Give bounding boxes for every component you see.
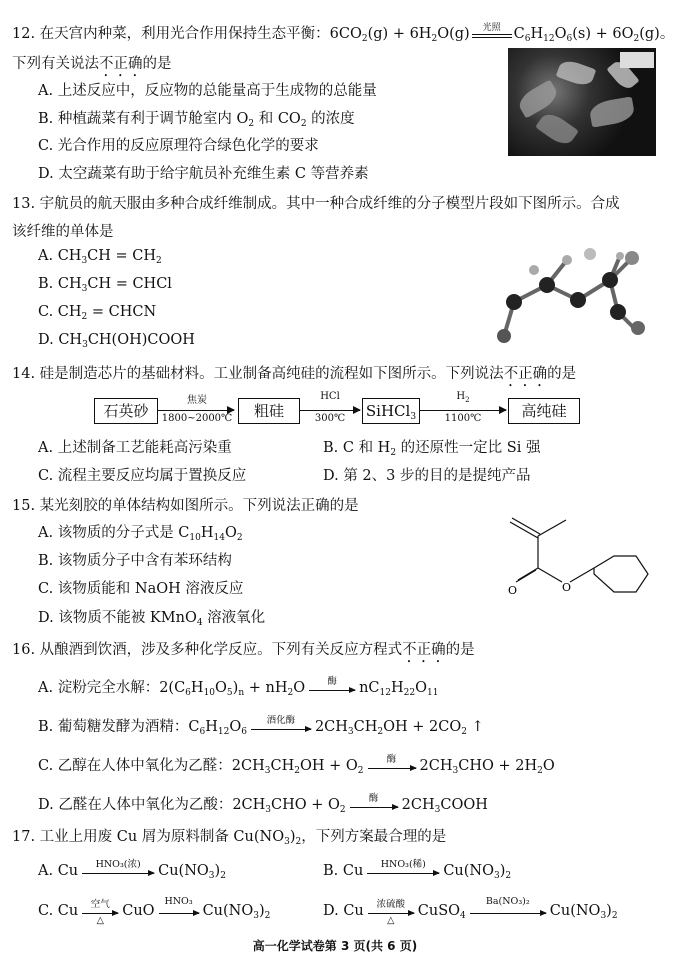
reaction-arrow: 酶 — [350, 798, 398, 812]
reaction-arrow: HNO₃(浓) — [82, 864, 154, 878]
reaction-arrow: Ba(NO₃)₂ — [470, 904, 546, 918]
q13-stem: 13. 宇航员的航天服由多种合成纤维制成。其中一种合成纤维的分子模型片段如下图所示。合成 — [12, 196, 620, 212]
flow-arrow-2-reagent: HCl — [320, 391, 340, 402]
q16-option-b[interactable]: B. 葡萄糖发酵为酒精：$C_6H_{12}O_6$ 酒化酶 $2CH_3CH_2OH + 2CO_2$ ↑ — [38, 715, 484, 737]
q16-option-d[interactable]: D. 乙醛在人体中氧化为乙酸：$2CH_3CHO + O_2$ 酶 $2CH_3COOH$ — [38, 793, 488, 815]
q12-option-c[interactable]: C. 光合作用的反应原理符合绿色化学的要求 — [38, 138, 319, 154]
q13-line2: 该纤维的单体是 — [12, 224, 114, 240]
flow-arrow-2 — [300, 410, 360, 411]
q13-option-a[interactable]: A. $CH_3CH = CH_2$ — [38, 248, 162, 266]
reaction-arrow: 浓硫酸 △ — [368, 904, 414, 918]
q17-option-a[interactable]: A. Cu HNO₃(浓) $Cu(NO_3)_2$ — [38, 859, 226, 881]
q12-option-b[interactable]: B. 种植蔬菜有利于调节舱室内 $O_2$ 和 $CO_2$ 的浓度 — [38, 111, 355, 129]
flow-step-pure-silicon: 高纯硅 — [508, 398, 580, 424]
reaction-arrow: 空气 △ — [82, 904, 118, 918]
q15-option-a[interactable]: A. 该物质的分子式是 $C_{10}H_{14}O_2$ — [38, 525, 243, 543]
flow-arrow-3-reagent: $H_2$ — [456, 391, 470, 404]
q16-option-c[interactable]: C. 乙醇在人体中氧化为乙醛：$2CH_3CH_2OH + O_2$ 酶 $2CH_3CHO + 2H_2O$ — [38, 754, 555, 776]
reaction-arrow: HNO₃ — [159, 904, 199, 918]
q12-option-a[interactable]: A. 上述反应中，反应物的总能量高于生成物的总能量 — [38, 83, 377, 99]
reaction-arrow: HNO₃(稀) — [367, 864, 439, 878]
flow-step-sihcl3: SiHCl$_3$ — [362, 398, 420, 424]
q15-option-d[interactable]: D. 该物质不能被 KMnO$_4$ 溶液氧化 — [38, 610, 266, 628]
q13-option-d[interactable]: D. $CH_3CH(OH)COOH$ — [38, 332, 195, 350]
q12-line2: 下列有关说法不正确的是 — [12, 56, 172, 72]
page-footer: 高一化学试卷第 3 页(共 6 页) — [252, 939, 418, 953]
flow-arrow-3-temp: 1100℃ — [444, 413, 482, 424]
flow-step-crude-silicon: 粗硅 — [238, 398, 300, 424]
photoresist-monomer-structure — [500, 512, 660, 612]
reaction-arrow: 酒化酶 — [251, 720, 311, 734]
q14-stem: 14. 硅是制造芯片的基础材料。工业制备高纯硅的流程如下图所示。下列说法不正确的是 — [12, 366, 577, 382]
q14-option-c[interactable]: C. 流程主要反应均属于置换反应 — [38, 468, 247, 484]
flow-arrow-1 — [158, 410, 234, 411]
ester-oxygen-label: O — [562, 581, 572, 594]
q16-option-a[interactable]: A. 淀粉完全水解：$2(C_6H_{10}O_5)_n + nH_2O$ 酶 $nC_{12}H_{22}O_{11}$ — [38, 676, 439, 698]
q14-option-d[interactable]: D. 第 2、3 步的目的是提纯产品 — [323, 468, 531, 484]
equilibrium-sign: 光照 — [472, 27, 512, 41]
molecule-model-figure — [492, 230, 662, 350]
q15-option-b[interactable]: B. 该物质分子中含有苯环结构 — [38, 553, 232, 569]
q12-stem: 12. 在天宫内种菜，利用光合作用保持生态平衡：$6CO_2(g) + 6H_2O(g)$ 光照 $C_6H_{12}O_6(s) + 6O_2(g)$。 — [12, 23, 674, 44]
carbonyl-oxygen-label: O — [508, 584, 518, 597]
reaction-arrow: 酶 — [309, 681, 355, 695]
q17-option-c[interactable]: C. Cu 空气 △ CuO HNO₃ $Cu(NO_3)_2$ — [38, 896, 271, 926]
q15-option-c[interactable]: C. 该物质能和 NaOH 溶液反应 — [38, 581, 244, 597]
q13-option-c[interactable]: C. $CH_2$ = CHCN — [38, 304, 157, 322]
q17-stem: 17. 工业上用废 Cu 屑为原料制备 $Cu(NO_3)_2$，下列方案最合理的是 — [12, 829, 447, 847]
q16-stem: 16. 从酿酒到饮酒，涉及多种化学反应。下列有关反应方程式不正确的是 — [12, 642, 475, 658]
reaction-arrow: 酶 — [368, 759, 416, 773]
q13-option-b[interactable]: B. $CH_3CH$ = CHCl — [38, 276, 172, 294]
q17-option-d[interactable]: D. Cu 浓硫酸 △ CuSO$_4$ Ba(NO₃)₂ $Cu(NO_3)_2$ — [323, 896, 618, 926]
q12-option-d[interactable]: D. 太空蔬菜有助于给宇航员补充维生素 C 等营养素 — [38, 166, 369, 182]
q14-option-b[interactable]: B. C 和 $H_2$ 的还原性一定比 Si 强 — [323, 440, 541, 458]
flow-arrow-3 — [420, 410, 506, 411]
q14-option-a[interactable]: A. 上述制备工艺能耗高污染重 — [38, 440, 232, 456]
space-vegetable-photo — [508, 48, 656, 156]
flow-step-quartz-sand: 石英砂 — [94, 398, 158, 424]
flow-arrow-2-temp: 300℃ — [314, 413, 346, 424]
q15-stem: 15. 某光刻胶的单体结构如图所示。下列说法正确的是 — [12, 498, 359, 514]
q17-option-b[interactable]: B. Cu HNO₃(稀) $Cu(NO_3)_2$ — [323, 859, 512, 881]
flow-arrow-1-temp: 1800~2000℃ — [161, 413, 233, 424]
flow-arrow-1-reagent: 焦炭 — [187, 395, 207, 406]
